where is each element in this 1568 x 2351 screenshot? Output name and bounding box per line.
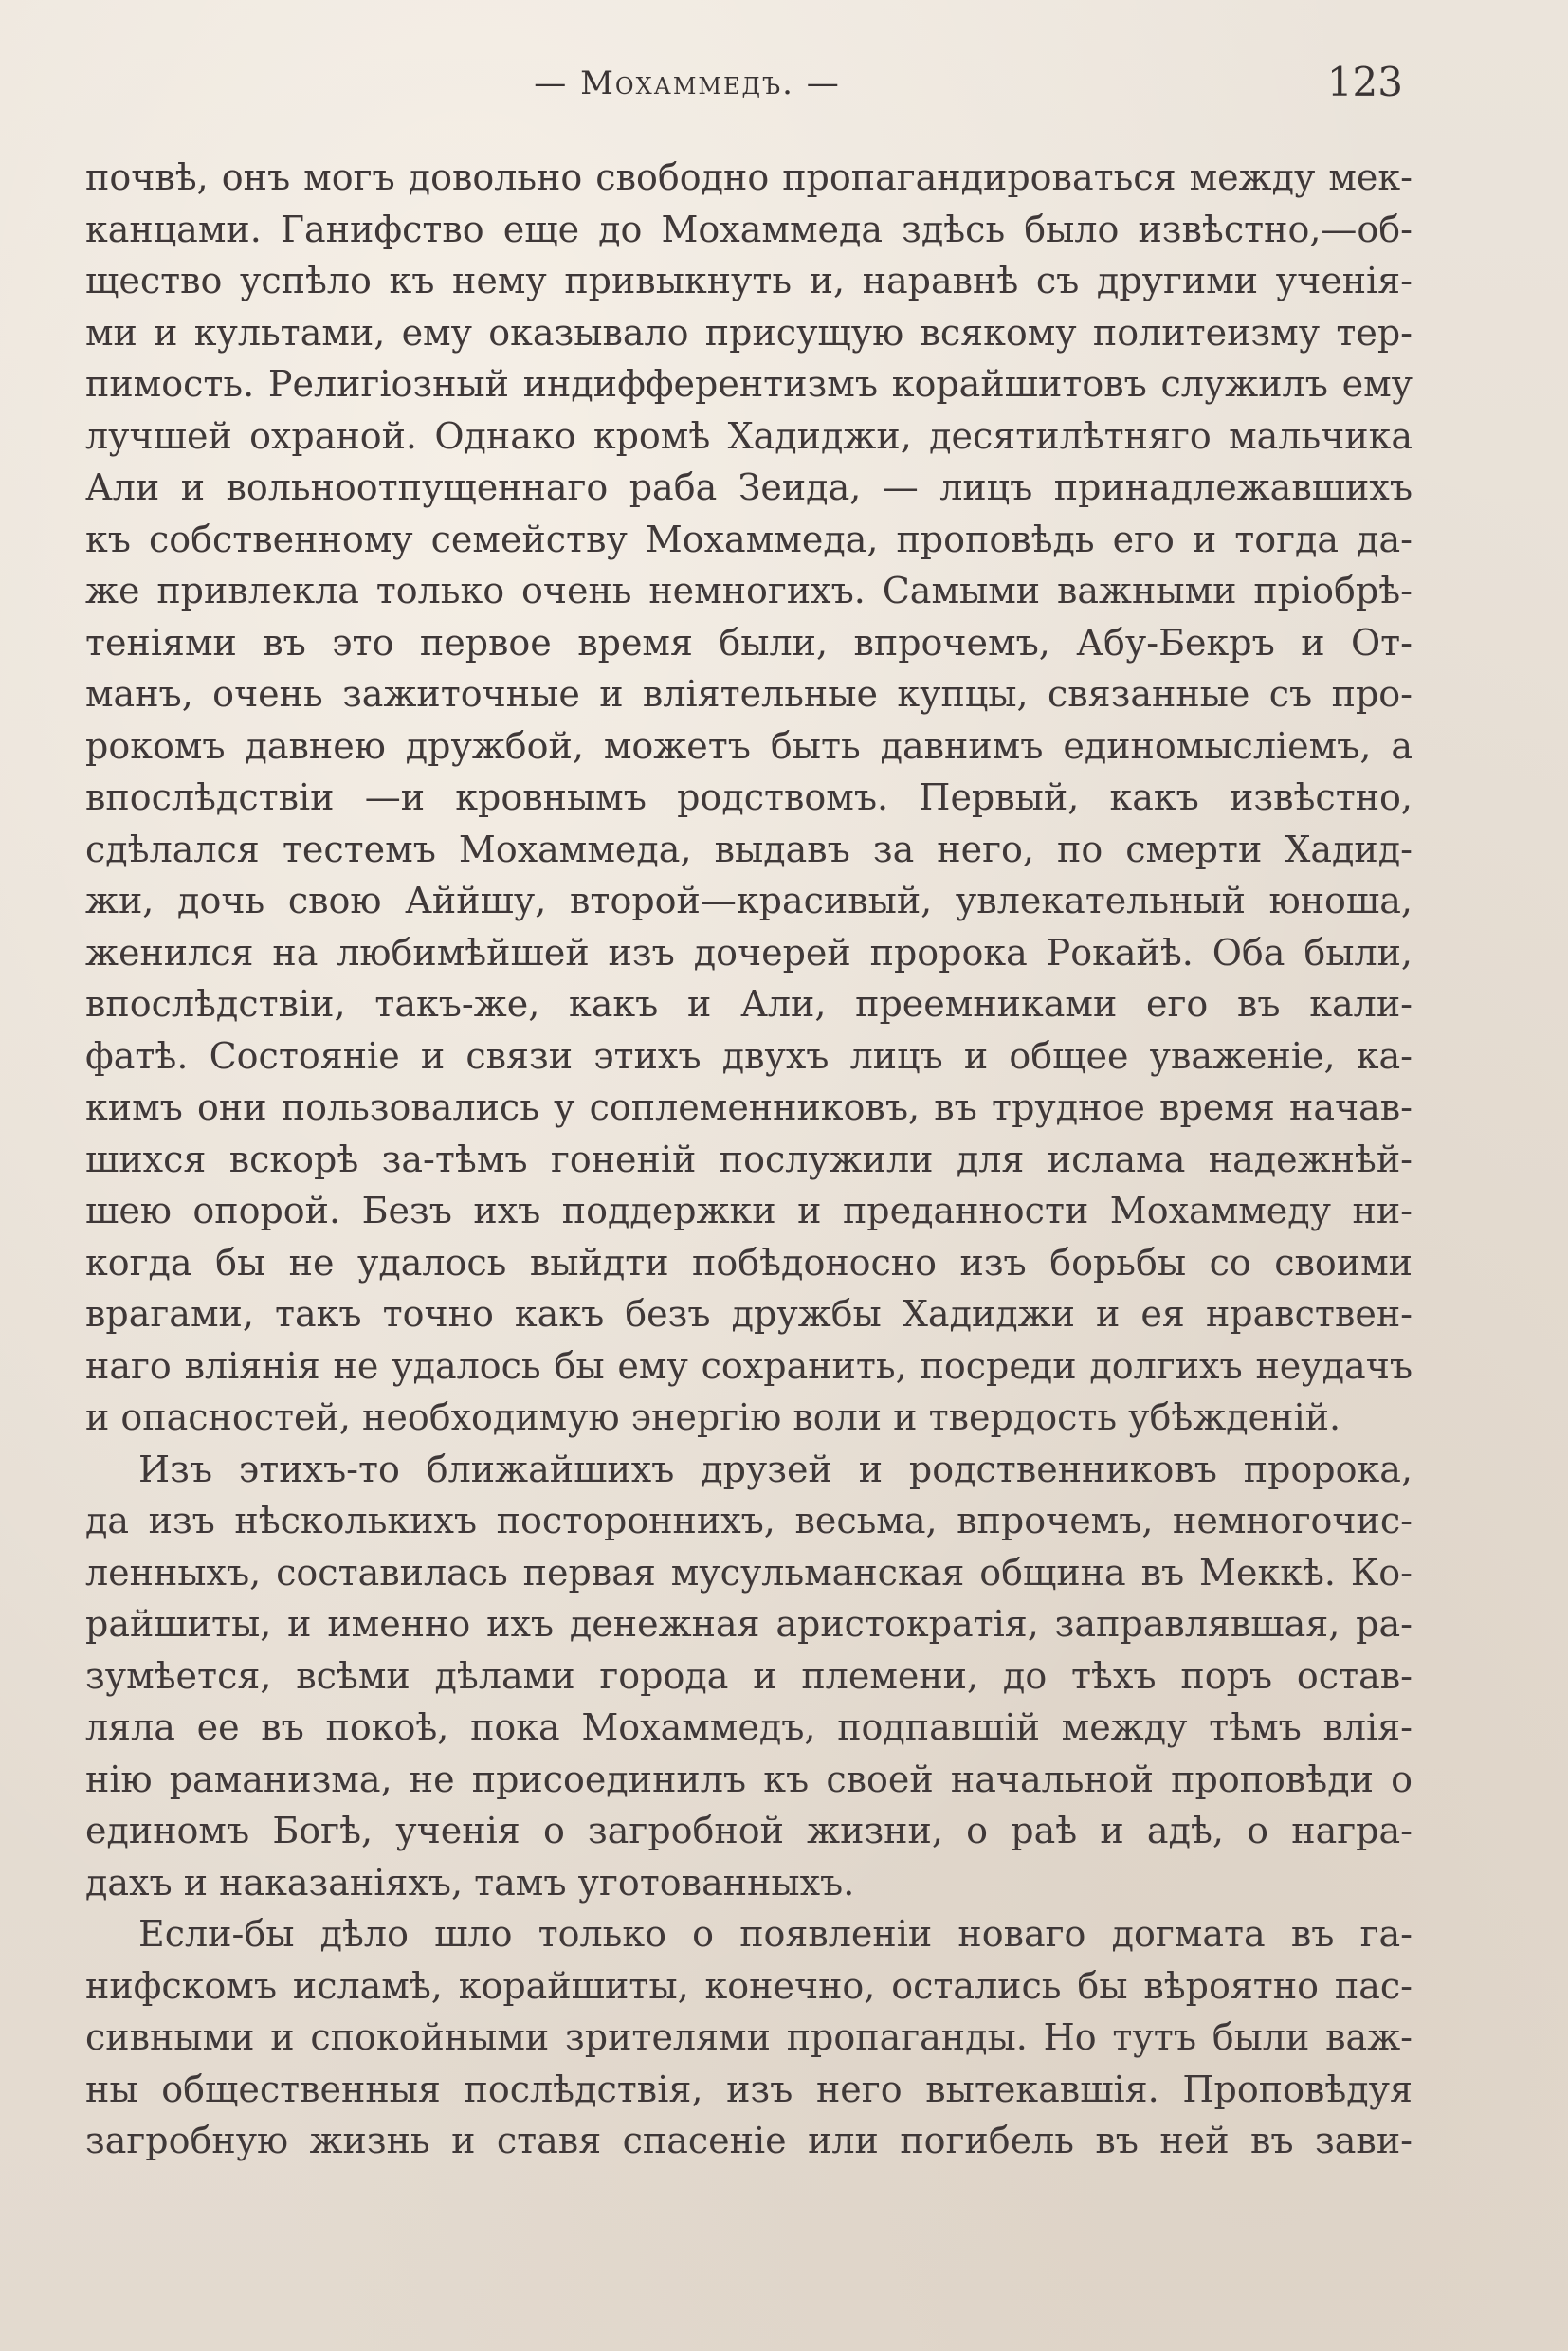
body-text xyxy=(85,152,1413,2167)
text-line: рокомъ давнею дружбой, можетъ быть давнимъ единомысліемъ, а xyxy=(85,724,1413,767)
paragraph-2 xyxy=(85,1444,1413,1909)
paragraph-3 xyxy=(85,1908,1413,2167)
text-line: шихся вскорѣ за-тѣмъ гоненій послужили для ислама надежнѣй- xyxy=(85,1138,1413,1180)
text-line: наго вліянія не удалось бы ему сохранить, посреди долгихъ неудачъ xyxy=(85,1344,1413,1387)
page-number: 123 xyxy=(1326,59,1403,105)
text-line: Изъ этихъ-то ближайшихъ друзей и родственниковъ пророка, xyxy=(138,1448,1413,1490)
text-line: врагами, такъ точно какъ безъ дружбы Хадиджи и ея нравствен- xyxy=(85,1293,1413,1335)
text-line: почвѣ, онъ могъ довольно свободно пропагандироваться между мек- xyxy=(85,156,1413,198)
text-line: манъ, очень зажиточные и вліятельные купцы, связанные съ про- xyxy=(85,673,1413,715)
text-line: сдѣлался тестемъ Мохаммеда, выдавъ за него, по смерти Хадид- xyxy=(85,828,1413,870)
text-line: ленныхъ, составилась первая мусульманская община въ Меккѣ. Ко- xyxy=(85,1551,1413,1594)
text-line: единомъ Богѣ, ученія о загробной жизни, о раѣ и адѣ, о награ- xyxy=(85,1810,1413,1851)
running-head xyxy=(85,59,1403,116)
text-line: Али и вольноотпущеннаго раба Зеида, — лицъ принадлежавшихъ xyxy=(85,466,1413,508)
text-line: ми и культами, ему оказывало присущую всякому политеизму тер- xyxy=(85,311,1413,354)
text-line: и опасностей, необходимую энергію воли и твердость убѣжденій. xyxy=(85,1396,1341,1438)
text-line: ляла ее въ покоѣ, пока Мохаммедъ, подпавшій между тѣмъ влія- xyxy=(85,1706,1413,1748)
text-line: теніями въ это первое время были, впрочемъ, Абу-Бекръ и От- xyxy=(85,621,1413,664)
text-line: щество успѣло къ нему привыкнуть и, наравнѣ съ другими ученія- xyxy=(85,260,1413,301)
text-line: впослѣдствіи —и кровнымъ родствомъ. Первый, какъ извѣстно, xyxy=(85,776,1413,818)
running-title: — Мохаммедъ. — xyxy=(534,64,841,102)
text-line: пимость. Религіозный индифферентизмъ корайшитовъ служилъ ему xyxy=(85,363,1413,405)
text-line: загробную жизнь и ставя спасеніе или погибель въ ней въ зави- xyxy=(85,2120,1413,2161)
text-line: когда бы не удалось выйдти побѣдоносно изъ борьбы со своими xyxy=(85,1241,1413,1284)
text-line: канцами. Ганифство еще до Мохаммеда здѣсь было извѣстно,—об- xyxy=(85,208,1413,250)
text-line: лучшей охраной. Однако кромѣ Хадиджи, десятилѣтняго мальчика xyxy=(85,414,1413,457)
text-line: впослѣдствіи, такъ-же, какъ и Али, преемниками его въ кали- xyxy=(85,983,1413,1025)
text-line: фатѣ. Состояніе и связи этихъ двухъ лицъ и общее уваженіе, ка- xyxy=(85,1034,1413,1077)
text-line: да изъ нѣсколькихъ постороннихъ, весьма, впрочемъ, немногочис- xyxy=(85,1500,1413,1541)
text-line: ны общественныя послѣдствія, изъ него вытекавшія. Проповѣдуя xyxy=(85,2068,1413,2110)
text-line: нію раманизма, не присоединилъ къ своей начальной проповѣди о xyxy=(85,1758,1413,1800)
paragraph-1 xyxy=(85,152,1413,1444)
text-line: кимъ они пользовались у соплеменниковъ, въ трудное время начав- xyxy=(85,1086,1413,1128)
text-line: къ собственному семейству Мохаммеда, проповѣдь его и тогда да- xyxy=(85,518,1413,560)
text-line: дахъ и наказаніяхъ, тамъ уготованныхъ. xyxy=(85,1861,855,1904)
text-line: зумѣется, всѣми дѣлами города и племени, до тѣхъ поръ остав- xyxy=(85,1654,1413,1697)
text-line: Если-бы дѣло шло только о появленіи новаго догмата въ га- xyxy=(138,1913,1413,1955)
text-line: жи, дочь свою Аййшу, второй—красивый, увлекательный юноша, xyxy=(85,880,1413,921)
text-line: сивными и спокойными зрителями пропаганды. Но тутъ были важ- xyxy=(85,2016,1413,2058)
text-line: нифскомъ исламѣ, корайшиты, конечно, остались бы вѣроятно пас- xyxy=(85,1964,1413,2007)
text-line: райшиты, и именно ихъ денежная аристократія, заправлявшая, ра- xyxy=(85,1603,1413,1645)
text-line: же привлекла только очень немногихъ. Самыми важными пріобрѣ- xyxy=(85,570,1413,611)
text-line: шею опорой. Безъ ихъ поддержки и преданности Мохаммеду ни- xyxy=(85,1190,1413,1231)
text-line: женился на любимѣйшей изъ дочерей пророка Рокайѣ. Оба были, xyxy=(85,931,1413,974)
